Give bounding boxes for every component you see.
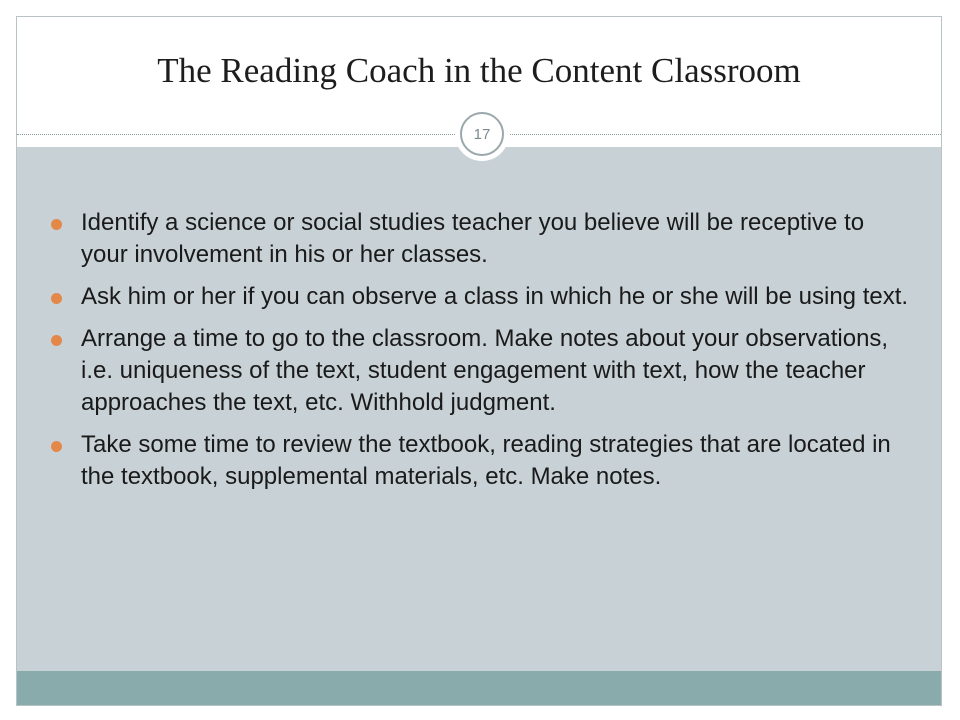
bullet-text: Identify a science or social studies teacher you believe will be receptive to your involvement in his or her classes. [81,209,865,268]
bullet-text: Ask him or her if you can observe a class in which he or she will be using text. [81,283,909,310]
page-number-badge [455,107,509,161]
bullet-list [51,207,911,503]
bullet-item [51,281,911,313]
bullet-item [51,323,911,419]
bullet-dot-icon [51,335,62,346]
page-number: 17 [460,112,504,156]
bullet-text: Arrange a time to go to the classroom. Make notes about your observations, i.e. uniqueness of the text, student engagement with text, how the teacher approaches the text, etc. Withhold judgment. [81,325,889,416]
slide-title: The Reading Coach in the Content Classroom [157,51,801,90]
bullet-item [51,429,911,493]
bullet-item [51,207,911,271]
footer-band [17,671,941,705]
bullet-dot-icon [51,219,62,230]
slide-frame [16,16,942,706]
bullet-text: Take some time to review the textbook, reading strategies that are located in the textbook, supplemental materials, etc. Make notes. [81,431,891,490]
bullet-dot-icon [51,441,62,452]
bullet-dot-icon [51,293,62,304]
